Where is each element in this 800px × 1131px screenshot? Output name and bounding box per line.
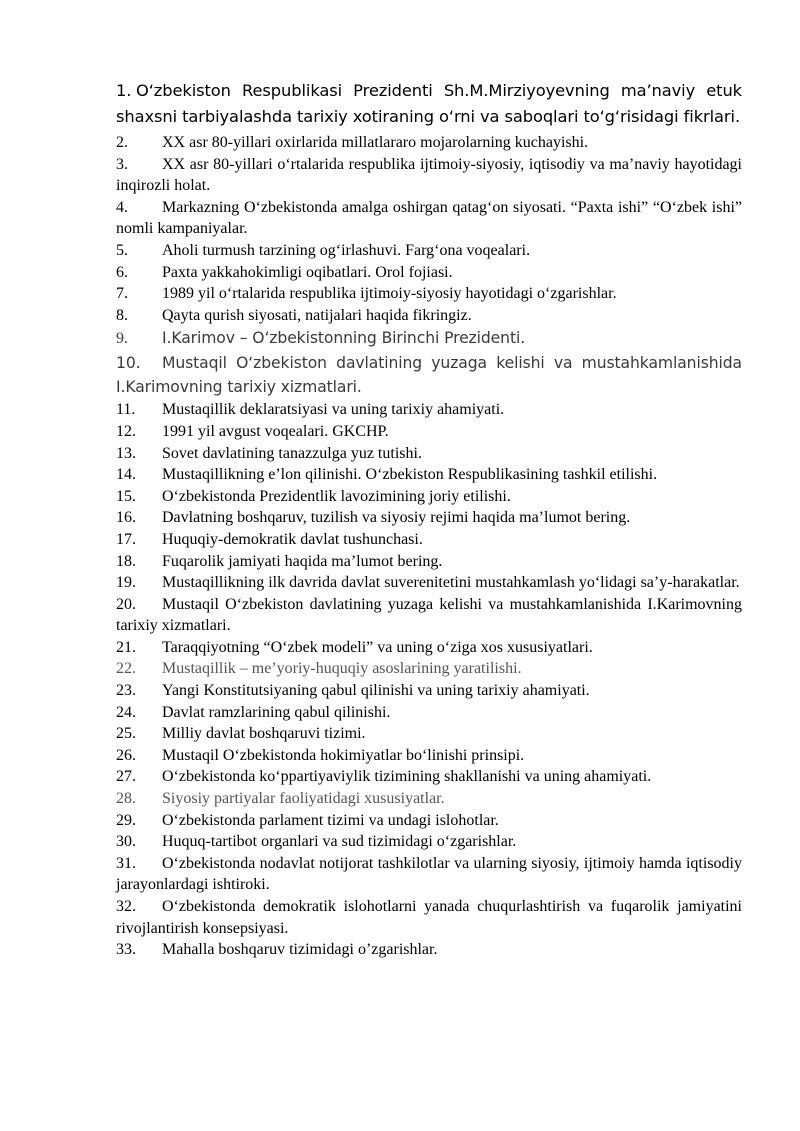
list-item <box>116 351 742 399</box>
item-number: 11. <box>116 401 136 419</box>
item-number: 18. <box>116 552 136 570</box>
list-item <box>116 399 742 421</box>
item-text: O‘zbekiston Respublikasi Prezidenti Sh.M.Mirziyoyevning ma’naviy etuk shaxsni tarbiyalashda tarixiy xotiraning o‘rni va saboqlari to‘g‘risidagi fikrlari. <box>116 81 742 126</box>
item-number: 21. <box>116 638 136 656</box>
list-item <box>116 132 742 154</box>
list-item <box>116 896 742 939</box>
item-number: 13. <box>116 444 136 462</box>
item-text: I.Karimov – O‘zbekistonning Birinchi Prezidenti. <box>162 329 526 348</box>
list-item <box>116 637 742 659</box>
item-number: 1. <box>116 81 132 100</box>
item-text: O‘zbekistonda ko‘ppartiyaviylik tizimining shakllanishi va uning ahamiyati. <box>162 768 652 786</box>
list-item <box>116 464 742 486</box>
list-item <box>116 154 742 197</box>
item-text: O‘zbekistonda parlament tizimi va undagi islohotlar. <box>162 811 499 829</box>
item-number: 31. <box>116 854 136 872</box>
item-number: 10. <box>116 354 141 373</box>
item-number: 20. <box>116 595 136 613</box>
item-text: XX asr 80-yillari o‘rtalarida respublika ijtimoiy-siyosiy, iqtisodiy va ma’naviy hayotidagi inqirozli holat. <box>116 155 742 195</box>
item-number: 28. <box>116 790 136 808</box>
list-item <box>116 810 742 832</box>
item-number: 27. <box>116 768 136 786</box>
item-number: 8. <box>116 306 128 324</box>
item-text: Huquqiy-demokratik davlat tushunchasi. <box>162 530 423 548</box>
list-item <box>116 421 742 443</box>
item-text: Qayta qurish siyosati, natijalari haqida fikringiz. <box>162 306 472 324</box>
list-item <box>116 594 742 637</box>
list-item <box>116 283 742 305</box>
list-item <box>116 788 742 810</box>
item-text: Mahalla boshqaruv tizimidagi o’zgarishlar. <box>162 941 438 959</box>
list-item <box>116 529 742 551</box>
item-number: 33. <box>116 941 136 959</box>
item-number: 19. <box>116 574 136 592</box>
item-number: 7. <box>116 285 128 303</box>
item-number: 26. <box>116 746 136 764</box>
item-text: Sovet davlatining tanazzulga yuz tutishi. <box>162 444 422 462</box>
list-item <box>116 262 742 284</box>
list-item <box>116 831 742 853</box>
item-text: Huquq-tartibot organlari va sud tizimidagi o‘zgarishlar. <box>162 833 517 851</box>
item-text: Mustaqil O‘zbekiston davlatining yuzaga kelishi va mustahkamlanishida I.Karimovning tarixiy xizmatlari. <box>116 354 742 397</box>
item-text: Mustaqillik deklaratsiyasi va uning tarixiy ahamiyati. <box>162 401 505 419</box>
item-number: 12. <box>116 422 136 440</box>
item-number: 4. <box>116 198 128 216</box>
item-text: Siyosiy partiyalar faoliyatidagi xususiyatlar. <box>162 790 445 808</box>
item-number: 29. <box>116 811 136 829</box>
list-item <box>116 551 742 573</box>
item-number: 23. <box>116 682 136 700</box>
list-item <box>116 240 742 262</box>
item-text: Paxta yakkahokimligi oqibatlari. Orol fojiasi. <box>162 263 453 281</box>
list-item <box>116 702 742 724</box>
list-item <box>116 939 742 961</box>
list-item <box>116 486 742 508</box>
item-number: 5. <box>116 241 128 259</box>
item-number: 32. <box>116 898 136 915</box>
list-item <box>116 197 742 240</box>
item-text: Yangi Konstitutsiyaning qabul qilinishi va uning tarixiy ahamiyati. <box>162 682 590 700</box>
item-text: Davlatning boshqaruv, tuzilish va siyosiy rejimi haqida ma’lumot bering. <box>162 509 631 527</box>
list-item <box>116 658 742 680</box>
list-item <box>116 723 742 745</box>
item-text: Fuqarolik jamiyati haqida ma’lumot bering. <box>162 552 443 570</box>
item-text: 1991 yil avgust voqealari. GKCHP. <box>162 422 389 440</box>
item-number: 22. <box>116 660 136 678</box>
item-number: 30. <box>116 833 136 851</box>
item-text: Milliy davlat boshqaruvi tizimi. <box>162 725 366 743</box>
item-text: Mustaqil O‘zbekiston davlatining yuzaga kelishi va mustahkamlanishida I.Karimovning tarixiy xizmatlari. <box>116 595 742 635</box>
list-item <box>116 853 742 896</box>
item-text: Mustaqil O‘zbekistonda hokimiyatlar bo‘linishi prinsipi. <box>162 746 525 764</box>
item-text: O‘zbekistonda Prezidentlik lavozimining joriy etilishi. <box>162 487 511 505</box>
list-item <box>116 745 742 767</box>
list-item <box>116 507 742 529</box>
list-item <box>116 766 742 788</box>
question-list <box>116 78 742 961</box>
item-number: 15. <box>116 487 136 505</box>
item-text: Aholi turmush tarzining og‘irlashuvi. Farg‘ona voqealari. <box>162 241 531 259</box>
item-text: Taraqqiyotning “O‘zbek modeli” va uning o‘ziga xos xususiyatlari. <box>162 638 593 656</box>
list-item <box>116 680 742 702</box>
item-text: O‘zbekistonda nodavlat notijorat tashkilotlar va ularning siyosiy, ijtimoiy hamda iqtisodiy jarayonlardagi ishtiroki. <box>116 854 742 894</box>
item-text: Mustaqillik – me’yoriy-huquqiy asoslarining yaratilishi. <box>162 660 522 678</box>
item-number: 25. <box>116 725 136 743</box>
item-number: 2. <box>116 134 128 151</box>
item-text: Mustaqillikning e’lon qilinishi. O‘zbekiston Respublikasining tashkil etilishi. <box>162 466 658 484</box>
item-number: 16. <box>116 509 136 527</box>
list-item <box>116 326 742 351</box>
item-text: Markazning O‘zbekistonda amalga oshirgan qatag‘on siyosati. “Paxta ishi” “O‘zbek ishi” nomli kampaniyalar. <box>116 198 742 238</box>
list-item <box>116 443 742 465</box>
item-text: 1989 yil o‘rtalarida respublika ijtimoiy-siyosiy hayotidagi o‘zgarishlar. <box>162 285 617 303</box>
item-number: 3. <box>116 155 128 173</box>
list-item <box>116 572 742 594</box>
item-number: 9. <box>116 330 128 348</box>
item-number: 6. <box>116 263 128 281</box>
item-text: Mustaqillikning ilk davrida davlat suverenitetini mustahkamlash yo‘lidagi sa’y-harakatlar. <box>162 574 740 592</box>
item-text: XX asr 80-yillari oxirlarida millatlararo mojarolarning kuchayishi. <box>162 134 589 151</box>
item-number: 24. <box>116 703 136 721</box>
item-text: Davlat ramzlarining qabul qilinishi. <box>162 703 391 721</box>
list-item <box>116 305 742 327</box>
list-item <box>116 78 742 130</box>
item-text: O‘zbekistonda demokratik islohotlarni yanada chuqurlashtirish va fuqarolik jamiyatini rivojlantirish konsepsiyasi. <box>116 898 742 937</box>
item-number: 17. <box>116 530 136 548</box>
item-number: 14. <box>116 466 136 484</box>
